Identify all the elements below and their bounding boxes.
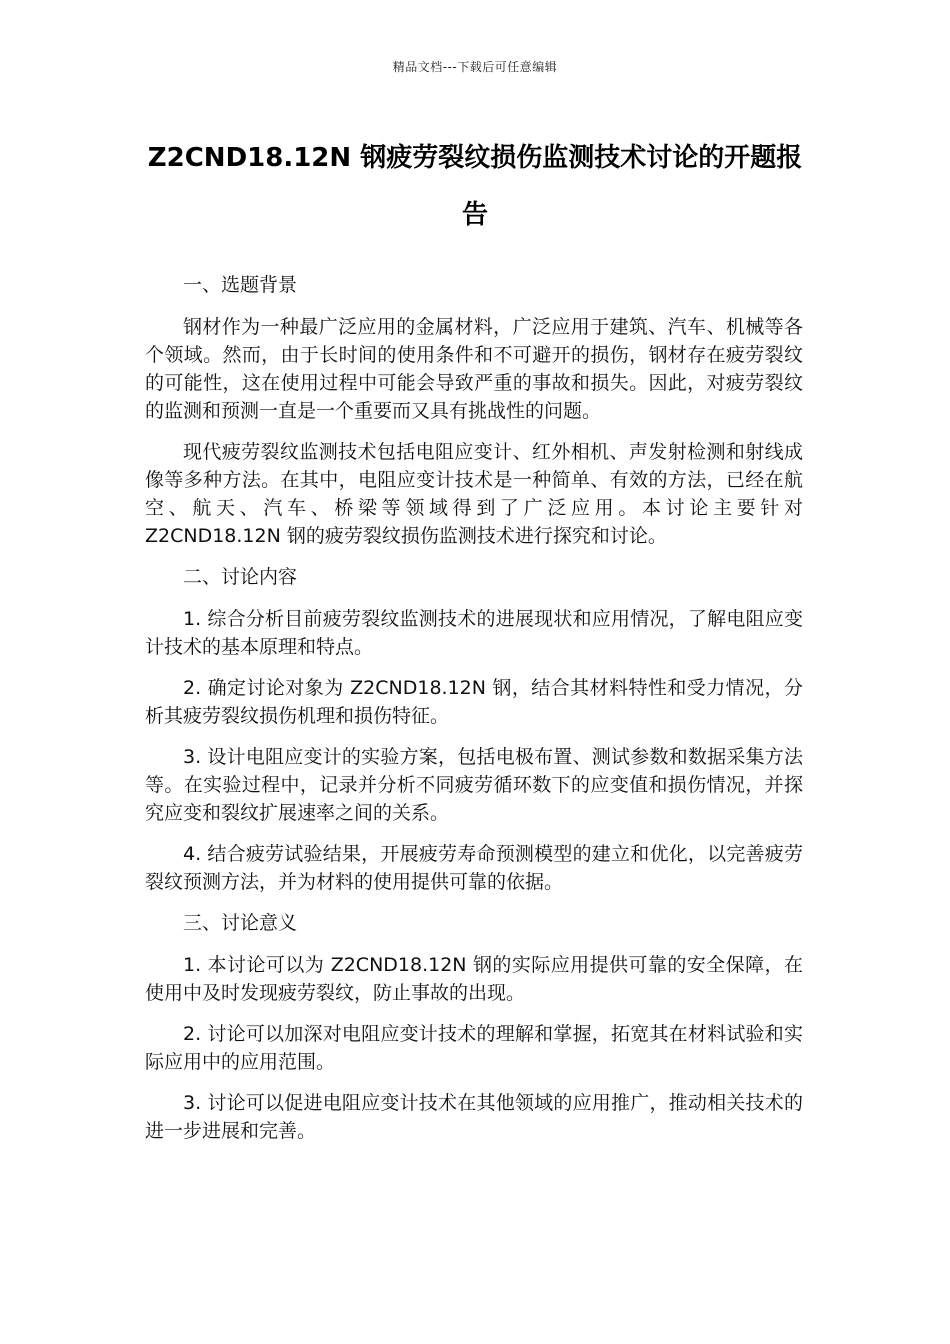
list-item: 2. 讨论可以加深对电阻应变计技术的理解和掌握，拓宽其在材料试验和实际应用中的应用范围。 bbox=[145, 1023, 803, 1073]
section-heading-background: 一、选题背景 bbox=[183, 274, 298, 296]
list-item: 2. 确定讨论对象为 Z2CND18.12N 钢，结合其材料特性和受力情况，分析其疲劳裂纹损伤机理和损伤特征。 bbox=[145, 677, 803, 727]
document-body bbox=[145, 271, 803, 1158]
section-heading-significance: 三、讨论意义 bbox=[183, 912, 298, 934]
list-item: 3. 讨论可以促进电阻应变计技术在其他领域的应用推广，推动相关技术的进一步进展和完善。 bbox=[145, 1092, 803, 1142]
list-item: 3. 设计电阻应变计的实验方案，包括电极布置、测试参数和数据采集方法等。在实验过程中，记录并分析不同疲劳循环数下的应变值和损伤情况，并探究应变和裂纹扩展速率之间的关系。 bbox=[145, 746, 803, 824]
header-note: 精品文档---下载后可任意编辑 bbox=[392, 60, 558, 74]
section-heading-content: 二、讨论内容 bbox=[183, 566, 298, 588]
paragraph: 钢材作为一种最广泛应用的金属材料，广泛应用于建筑、汽车、机械等各个领域。然而，由于长时间的使用条件和不可避开的损伤，钢材存在疲劳裂纹的可能性，这在使用过程中可能会导致严重的事故和损失。因此，对疲劳裂纹的监测和预测一直是一个重要而又具有挑战性的问题。 bbox=[145, 316, 803, 422]
document-title: Z2CND18.12N 钢疲劳裂纹损伤监测技术讨论的开题报告 bbox=[147, 143, 803, 230]
paragraph: 现代疲劳裂纹监测技术包括电阻应变计、红外相机、声发射检测和射线成像等多种方法。在其中，电阻应变计技术是一种简单、有效的方法，已经在航空、航天、汽车、桥梁等领域得到了广泛应用。本讨论主要针对 Z2CND18.12N 钢的疲劳裂纹损伤监测技术进行探究和讨论。 bbox=[145, 441, 803, 547]
list-item: 1. 本讨论可以为 Z2CND18.12N 钢的实际应用提供可靠的安全保障，在使用中及时发现疲劳裂纹，防止事故的出现。 bbox=[145, 954, 803, 1004]
list-item: 4. 结合疲劳试验结果，开展疲劳寿命预测模型的建立和优化，以完善疲劳裂纹预测方法，并为材料的使用提供可靠的依据。 bbox=[145, 843, 803, 893]
list-item: 1. 综合分析目前疲劳裂纹监测技术的进展现状和应用情况，了解电阻应变计技术的基本原理和特点。 bbox=[145, 608, 803, 658]
